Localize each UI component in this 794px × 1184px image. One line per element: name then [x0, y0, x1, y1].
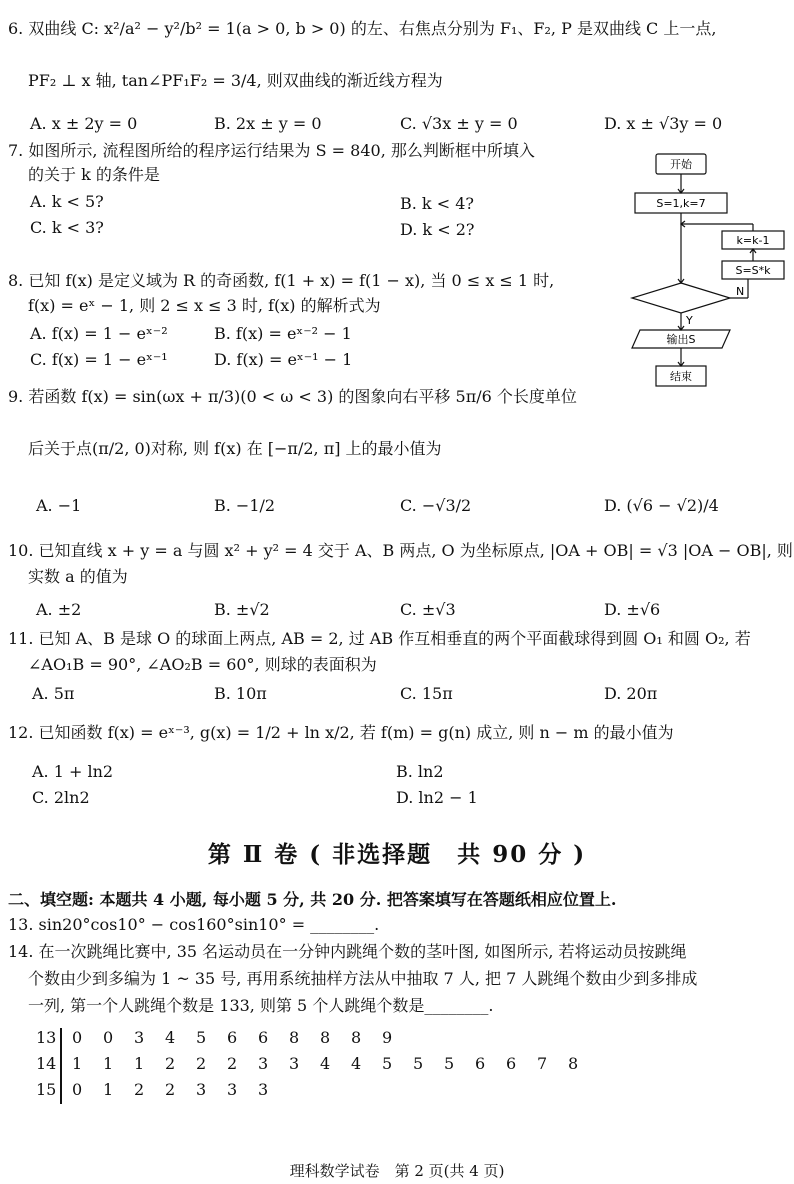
q6-line1: 6. 双曲线 C: x²/a² − y²/b² = 1(a > 0, b > 0) 的左、右焦点分别为 F₁、F₂, P 是双曲线 C 上一点,	[8, 19, 717, 38]
q6-option-b: B. 2x ± y = 0	[214, 114, 322, 133]
leaf-13-9: 8	[351, 1028, 362, 1047]
q9-option-b: B. −1/2	[214, 496, 276, 515]
flowchart-init-label: S=1,k=7	[656, 197, 706, 210]
q14-line3: 一列, 第一个人跳绳个数是 133, 则第 5 个人跳绳个数是________.	[28, 996, 494, 1015]
leaf-13-0: 0	[72, 1028, 83, 1047]
q10-option-c: C. ±√3	[400, 600, 456, 619]
q14-line1: 14. 在一次跳绳比赛中, 35 名运动员在一分钟内跳绳个数的茎叶图, 如图所示, 若将运动员按跳绳	[8, 942, 687, 961]
q12-option-b: B. ln2	[396, 762, 444, 781]
q8-option-d: D. f(x) = eˣ⁻¹ − 1	[214, 350, 353, 369]
stem-13: 13	[36, 1028, 57, 1047]
leaf-13-3: 4	[165, 1028, 176, 1047]
flowchart	[628, 148, 794, 394]
q10-line1: 10. 已知直线 x + y = a 与圆 x² + y² = 4 交于 A、B 两点, O 为坐标原点, |OA + OB| = √3 |OA − OB|, 则	[8, 541, 793, 560]
leaf-13-4: 5	[196, 1028, 207, 1047]
q10-option-b: B. ±√2	[214, 600, 270, 619]
leaf-13-1: 0	[103, 1028, 114, 1047]
q7-option-b: B. k < 4?	[400, 194, 474, 213]
leaf-14-13: 6	[475, 1054, 486, 1073]
q9-option-d: D. (√6 − √2)/4	[604, 496, 719, 515]
q11-line2: ∠AO₁B = 90°, ∠AO₂B = 60°, 则球的表面积为	[28, 655, 377, 674]
leaf-15-4: 3	[196, 1080, 207, 1099]
leaf-13-10: 9	[382, 1028, 393, 1047]
leaf-14-10: 5	[382, 1054, 393, 1073]
leaf-14-7: 3	[289, 1054, 300, 1073]
page-footer: 理科数学试卷 第 2 页(共 4 页)	[289, 1162, 505, 1180]
q11-option-a: A. 5π	[32, 684, 75, 703]
q8-option-c: C. f(x) = 1 − eˣ⁻¹	[30, 350, 168, 369]
q11-option-c: C. 15π	[400, 684, 453, 703]
q8-line2: f(x) = eˣ − 1, 则 2 ≤ x ≤ 3 时, f(x) 的解析式为	[28, 296, 381, 315]
leaf-14-6: 3	[258, 1054, 269, 1073]
leaf-15-1: 1	[103, 1080, 114, 1099]
stem-leaf-plot	[28, 1024, 628, 1104]
leaf-15-2: 2	[134, 1080, 145, 1099]
q6-option-a: A. x ± 2y = 0	[30, 114, 138, 133]
q14-line2: 个数由少到多编为 1 ~ 35 号, 再用系统抽样方法从中抽取 7 人, 把 7 人跳绳个数由少到多排成	[28, 969, 698, 988]
flowchart-yes-label: Y	[686, 314, 693, 327]
q8-option-b: B. f(x) = eˣ⁻² − 1	[214, 324, 352, 343]
leaf-13-5: 6	[227, 1028, 238, 1047]
q13-text: 13. sin20°cos10° − cos160°sin10° = ________.	[8, 915, 380, 934]
q8-line1: 8. 已知 f(x) 是定义域为 R 的奇函数, f(1 + x) = f(1 − x), 当 0 ≤ x ≤ 1 时,	[8, 271, 555, 290]
q9-line2: 后关于点(π/2, 0)对称, 则 f(x) 在 [−π/2, π] 上的最小值为	[28, 439, 442, 458]
leaf-13-7: 8	[289, 1028, 300, 1047]
q7-line2: 的关于 k 的条件是	[28, 165, 160, 184]
flowchart-step2-label: S=S*k	[735, 264, 771, 277]
q9-option-c: C. −√3/2	[400, 496, 472, 515]
leaf-14-0: 1	[72, 1054, 83, 1073]
q9-option-a: A. −1	[36, 496, 82, 515]
q11-option-d: D. 20π	[604, 684, 658, 703]
leaf-14-15: 7	[537, 1054, 548, 1073]
stem-leaf-divider	[60, 1028, 62, 1104]
leaf-14-2: 1	[134, 1054, 145, 1073]
q12-line1: 12. 已知函数 f(x) = eˣ⁻³, g(x) = 1/2 + ln x/2, 若 f(m) = g(n) 成立, 则 n − m 的最小值为	[8, 723, 674, 742]
q12-option-a: A. 1 + ln2	[32, 762, 114, 781]
q9-line1: 9. 若函数 f(x) = sin(ωx + π/3)(0 < ω < 3) 的图象向右平移 5π/6 个长度单位	[8, 387, 577, 406]
flowchart-end-label: 结束	[670, 370, 692, 383]
leaf-15-0: 0	[72, 1080, 83, 1099]
q7-option-d: D. k < 2?	[400, 220, 475, 239]
leaf-14-5: 2	[227, 1054, 238, 1073]
fill-in-heading: 二、填空题: 本题共 4 小题, 每小题 5 分, 共 20 分. 把答案填写在答题纸相应位置上.	[8, 890, 617, 909]
stem-15: 15	[36, 1080, 57, 1099]
leaf-14-11: 5	[413, 1054, 424, 1073]
leaf-14-4: 2	[196, 1054, 207, 1073]
flowchart-start-label: 开始	[670, 158, 692, 171]
leaf-13-6: 6	[258, 1028, 269, 1047]
q6-option-c: C. √3x ± y = 0	[400, 114, 518, 133]
leaf-15-5: 3	[227, 1080, 238, 1099]
q8-option-a: A. f(x) = 1 − eˣ⁻²	[30, 324, 168, 343]
q11-option-b: B. 10π	[214, 684, 267, 703]
q10-line2: 实数 a 的值为	[28, 567, 128, 586]
leaf-15-6: 3	[258, 1080, 269, 1099]
leaf-14-16: 8	[568, 1054, 579, 1073]
leaf-14-12: 5	[444, 1054, 455, 1073]
q11-line1: 11. 已知 A、B 是球 O 的球面上两点, AB = 2, 过 AB 作互相垂直的两个平面截球得到圆 O₁ 和圆 O₂, 若	[8, 629, 751, 648]
stem-14: 14	[36, 1054, 57, 1073]
leaf-14-1: 1	[103, 1054, 114, 1073]
leaf-15-3: 2	[165, 1080, 176, 1099]
leaf-14-8: 4	[320, 1054, 331, 1073]
flowchart-output-label: 输出S	[666, 333, 696, 346]
leaf-14-3: 2	[165, 1054, 176, 1073]
q7-option-a: A. k < 5?	[30, 192, 104, 211]
q10-option-d: D. ±√6	[604, 600, 661, 619]
leaf-13-8: 8	[320, 1028, 331, 1047]
flowchart-no-label: N	[736, 285, 745, 298]
q6-line2: PF₂ ⊥ x 轴, tan∠PF₁F₂ = 3/4, 则双曲线的渐近线方程为	[28, 71, 443, 90]
q10-option-a: A. ±2	[36, 600, 82, 619]
leaf-13-2: 3	[134, 1028, 145, 1047]
flowchart-step1-label: k=k-1	[736, 234, 770, 247]
flowchart-decision-diamond	[632, 283, 730, 313]
q7-line1: 7. 如图所示, 流程图所给的程序运行结果为 S = 840, 那么判断框中所填入	[8, 141, 535, 160]
q12-option-c: C. 2ln2	[32, 788, 90, 807]
q7-option-c: C. k < 3?	[30, 218, 104, 237]
leaf-14-9: 4	[351, 1054, 362, 1073]
leaf-14-14: 6	[506, 1054, 517, 1073]
q6-option-d: D. x ± √3y = 0	[604, 114, 723, 133]
section-2-title: 第 Ⅱ 卷 ( 非选择题 共 90 分 )	[207, 841, 587, 868]
q12-option-d: D. ln2 − 1	[396, 788, 478, 807]
